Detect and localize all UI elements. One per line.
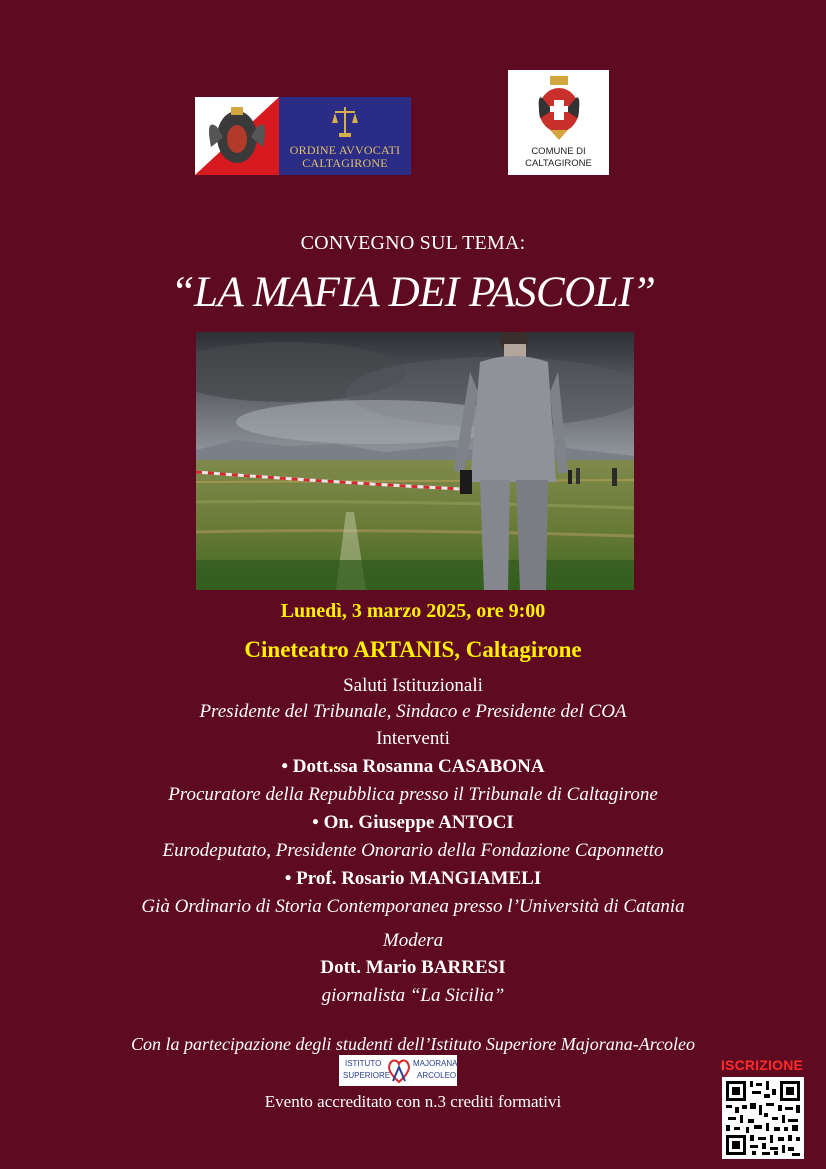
speaker-3-name: • Prof. Rosario MANGIAMELI: [284, 868, 542, 889]
comune-logo-line2: CALTAGIRONE: [525, 158, 592, 169]
event-title: “LA MAFIA DEI PASCOLI”: [170, 269, 656, 316]
event-date: Lunedì, 3 marzo 2025, ore 9:00: [280, 600, 546, 622]
istituto-emblem-icon: [387, 1057, 411, 1084]
speaker-3-role: Già Ordinario di Storia Contemporanea presso l’Università di Catania: [141, 896, 685, 917]
istituto-majorana-logo: [339, 1055, 457, 1086]
ordine-avvocati-logo: [195, 97, 411, 175]
ordine-logo-line2: CALTAGIRONE: [302, 156, 388, 170]
speaker-1-name: • Dott.ssa Rosanna CASABONA: [281, 756, 545, 777]
speaker-1-role: Procuratore della Repubblica presso il Tribunale di Caltagirone: [168, 784, 658, 805]
event-photo-field-officer: [196, 332, 634, 590]
convegno-subtitle: CONVEGNO SUL TEMA:: [300, 232, 526, 254]
istituto-logo-right-top: MAJORANA: [413, 1059, 458, 1068]
participation-text: Con la partecipazione degli studenti dell’Istituto Superiore Majorana-Arcoleo: [130, 1034, 696, 1054]
greetings-heading: Saluti Istituzionali: [343, 675, 483, 696]
istituto-logo-left-top: ISTITUTO: [345, 1059, 382, 1068]
credits-text: Evento accreditato con n.3 crediti formativi: [264, 1092, 562, 1111]
caltagirone-flag-emblem-icon: [195, 97, 279, 175]
comune-logo: [508, 70, 609, 175]
ordine-logo-line1: ORDINE AVVOCATI: [289, 143, 401, 157]
scales-of-justice-icon: [332, 103, 358, 139]
comune-logo-line1: COMUNE DI: [531, 146, 586, 157]
event-venue: Cineteatro ARTANIS, Caltagirone: [244, 637, 582, 662]
istituto-logo-left-bottom: SUPERIORE: [343, 1071, 391, 1080]
registration-label: ISCRIZIONE: [720, 1057, 804, 1073]
istituto-logo-right-bottom: ARCOLEO: [417, 1071, 457, 1080]
moderator-heading: Modera: [382, 930, 444, 951]
moderator-role: giornalista “La Sicilia”: [321, 985, 505, 1006]
registration-qr-code-icon[interactable]: [722, 1077, 804, 1159]
greetings-names: Presidente del Tribunale, Sindaco e Presidente del COA: [199, 701, 627, 722]
city-coat-of-arms-icon: [536, 76, 582, 142]
talks-heading: Interventi: [376, 728, 450, 749]
speaker-2-name: • On. Giuseppe ANTOCI: [312, 812, 514, 833]
moderator-name: Dott. Mario BARRESI: [320, 957, 506, 978]
speaker-2-role: Eurodeputato, Presidente Onorario della Fondazione Caponnetto: [162, 840, 664, 861]
